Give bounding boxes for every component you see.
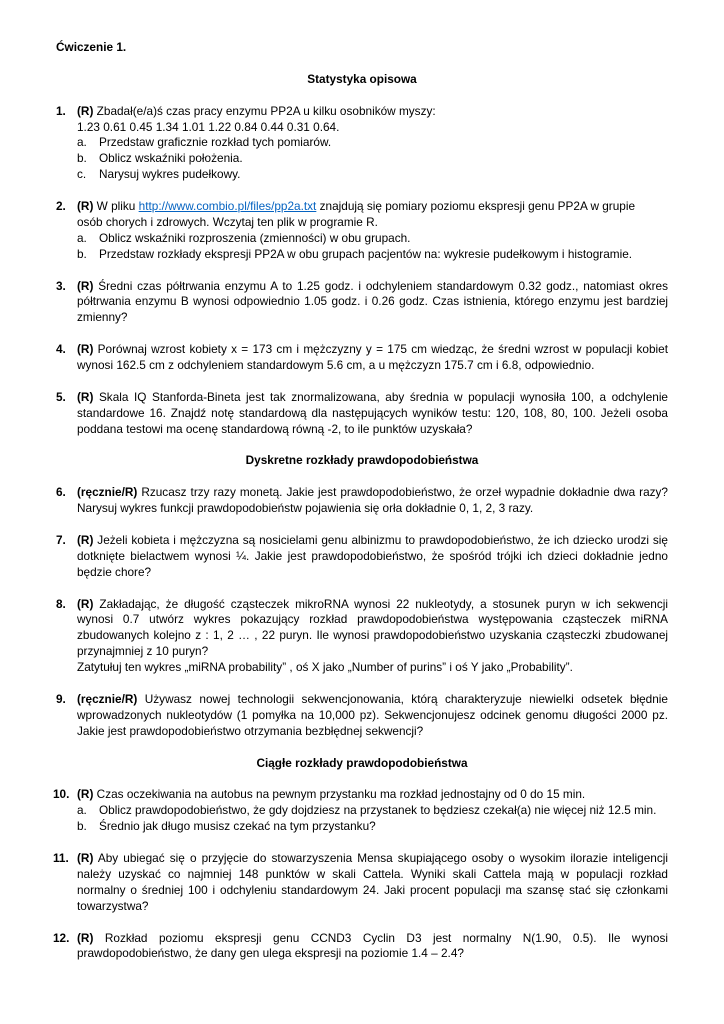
item-text: Średni czas półtrwania enzymu A to 1.25 godz. i odchyleniem standardowym 0.32 godz., natomiast okres <box>98 278 668 293</box>
item-number: 1. <box>56 103 66 118</box>
item-text-line: Narysuj wykres funkcji prawdopodobieństw pojawienia się orła dokładnie 0, 1, 2, 3 razy. <box>77 501 534 516</box>
item-text: znajdują się pomiary poziomu ekspresji genu PP2A w grupie <box>319 199 636 214</box>
item-text: Rozkład poziomu ekspresji genu CCND3 Cyclin D3 jest normalny N(1.90, 0.5). Ile wynosi <box>104 930 668 945</box>
method-tag: (R) <box>77 278 94 293</box>
item-text-line: Jakie jest prawdopodobieństwo otrzymania bezbłędnej sekwencji? <box>77 723 424 738</box>
item-text-line: półtrwania enzymu B wynosi odpowiednio 1.05 godz. i 0.26 godz. Czas istnienia, którego enzymu jest bardziej <box>77 294 668 309</box>
item-text-line: prawdopodobieństwo, że dany gen ulega ekspresji na poziomie 1.4 – 2.4? <box>77 946 464 961</box>
subitem-label: a. <box>77 230 87 245</box>
item-text: Aby ubiegać się o przyjęcie do stowarzyszenia Mensa skupiającego osoby o wysokim ilorazie inteligencji <box>97 851 668 865</box>
item-text-line <box>77 485 668 501</box>
subitem-label: a. <box>77 135 87 150</box>
subitem <box>77 231 668 247</box>
item-number: 6. <box>56 485 66 500</box>
exercise-item-10 <box>53 787 668 835</box>
item-number: 12. <box>53 930 70 945</box>
section-heading-continuous-distributions: Ciągłe rozkłady prawdopodobieństwa <box>256 755 468 770</box>
item-text-line: zbudowanych kolejno z : 1, 2 … , 22 puryn. Ile wynosi prawdopodobieństwo uzyskania cząsteczki zbudowanej <box>77 628 668 643</box>
item-text-line <box>77 390 668 406</box>
item-text-line: zmienny? <box>77 310 128 325</box>
subitem-label: a. <box>77 803 87 818</box>
method-tag: (R) <box>77 199 94 214</box>
subitem-text: Oblicz prawdopodobieństwo, że gdy dojdziesz na przystanek to będziesz czekał(a) nie więcej niż 12.5 min. <box>99 803 657 818</box>
item-text: Rzucasz trzy razy monetą. Jakie jest prawdopodobieństwo, że orzeł wypadnie dokładnie dwa razy? <box>141 485 668 500</box>
item-text-line <box>77 199 668 215</box>
item-text-line: będzie chore? <box>77 564 152 579</box>
item-number: 8. <box>56 596 66 611</box>
item-text-line <box>77 851 668 867</box>
method-tag: (R) <box>77 930 94 945</box>
item-number: 9. <box>56 691 66 706</box>
item-text-line <box>77 279 668 295</box>
item-text-line <box>77 104 668 120</box>
item-text-line: dotknięte bielactwem wynosi ¼. Jakie jest prawdopodobieństwo, że spośród trójki ich dzieci dokładnie jedno <box>77 548 668 563</box>
subitem <box>77 247 668 263</box>
subitem <box>77 819 668 835</box>
item-number: 2. <box>56 199 66 214</box>
item-text-line: wprowadzonych nukleotydów (1 pomyłka na 10,000 pz). Sekwencjonujesz odcinek genomu długości 2000 pz. <box>77 707 668 722</box>
method-tag: (R) <box>77 787 94 802</box>
item-number: 3. <box>56 278 66 293</box>
subitem <box>77 803 668 819</box>
subitem-text: Oblicz wskaźniki położenia. <box>99 151 243 166</box>
subitem-text: Przedstaw rozkłady ekspresji PP2A w obu grupach pacjentów na: wykresie pudełkowym i histogramie. <box>99 246 633 261</box>
item-text: Skala IQ Stanforda-Bineta jest tak znormalizowana, aby średnia w populacji wynosiła 100, a odchylenie <box>98 389 668 404</box>
item-number: 7. <box>56 532 66 547</box>
item-text-line: wynosi 162.5 cm z odchyleniem standardowym 5.6 cm, a u mężczyzn 175.7 cm i 6.8, odpowiednio. <box>77 358 595 373</box>
item-text-line <box>77 597 668 613</box>
subitem-text: Średnio jak długo musisz czekać na tym przystanku? <box>99 819 376 834</box>
subitem <box>77 167 668 183</box>
exercise-item-8 <box>56 597 668 677</box>
exercise-item-6 <box>56 485 668 517</box>
exercise-item-3 <box>56 279 668 327</box>
exercise-item-4 <box>56 342 668 374</box>
method-tag: (ręcznie/R) <box>77 691 138 706</box>
item-text-line: towarzystwa? <box>77 898 149 913</box>
method-tag: (R) <box>77 851 94 865</box>
item-text-line <box>77 931 668 947</box>
method-tag: (R) <box>77 596 94 611</box>
item-text-line: normalny o średniej 100 i odchyleniu standardowym 24. Jaki procent populacji ma szansę stać się członkami <box>77 882 668 897</box>
item-text: Czas oczekiwania na autobus na pewnym przystanku ma rozkład jednostajny od 0 do 15 min. <box>96 787 586 802</box>
exercise-item-5 <box>56 390 668 438</box>
item-number: 10. <box>53 787 70 802</box>
item-text: Używasz nowej technologii sekwencjonowania, którą charakteryzuje niewielki odsetek błędnie <box>144 691 668 706</box>
subitem-label: b. <box>77 246 87 261</box>
subitem <box>77 151 668 167</box>
section-heading-discrete-distributions: Dyskretne rozkłady prawdopodobieństwa <box>245 453 479 468</box>
item-text: Zbadał(e/a)ś czas pracy enzymu PP2A u kilku osobników myszy: <box>96 103 436 118</box>
item-text-line: przynajmniej z 10 puryn? <box>77 644 209 659</box>
data-file-link[interactable]: http://www.combio.pl/files/pp2a.txt <box>138 199 317 214</box>
method-tag: (R) <box>77 389 94 404</box>
item-text-line: należy uzyskać co najmniej 148 punktów w skali Cattela. Wyniki skali Cattela mają w populacji rozkład <box>77 866 668 881</box>
exercise-item-11 <box>53 851 668 915</box>
item-text: Zakładając, że długość cząsteczek mikroRNA wynosi 22 nukleotydy, a stosunek puryn w ich sekwencji <box>99 596 668 611</box>
subitem-text: Oblicz wskaźniki rozproszenia (zmienności) w obu grupach. <box>99 230 411 245</box>
item-text-line: 1.23 0.61 0.45 1.34 1.01 1.22 0.84 0.44 0.31 0.64. <box>77 119 340 134</box>
item-note-line: Zatytułuj ten wykres „miRNA probability” , oś X jako „Number of purins” i oś Y jako „Probability”. <box>77 660 573 675</box>
item-text-line: wynosi 0.7 utwórz wykres pokazujący rozkład prawdopodobieństwa występowania cząsteczek miRNA <box>77 612 668 627</box>
method-tag: (R) <box>77 342 94 357</box>
exercise-item-1 <box>56 104 668 184</box>
subitem <box>77 135 668 151</box>
item-text-line <box>77 787 668 803</box>
item-number: 4. <box>56 342 66 357</box>
exercise-item-7 <box>56 533 668 581</box>
item-text: Jeżeli kobieta i mężczyzna są nosicielami genu albinizmu to prawdopodobieństwo, że ich dziecko urodzi się <box>97 532 668 547</box>
method-tag: (R) <box>77 532 94 547</box>
item-text-line <box>77 342 668 358</box>
exercise-item-2 <box>56 199 668 263</box>
subitem-label: c. <box>77 167 87 182</box>
item-text-line: standardowe 16. Znajdź notę standardową dla następujących wyników testu: 120, 108, 80, 100. Jeżeli osoba <box>77 405 668 420</box>
item-text-line <box>77 692 668 708</box>
method-tag: (R) <box>77 103 94 118</box>
item-number: 11. <box>53 851 69 865</box>
subitem-text: Przedstaw graficznie rozkład tych pomiarów. <box>99 135 332 150</box>
exercise-item-12 <box>53 930 668 963</box>
item-text-line <box>77 533 668 549</box>
item-text: W pliku <box>96 199 136 214</box>
item-text: Porównaj wzrost kobiety x = 173 cm i mężczyzny y = 175 cm wiedząc, że średni wzrost w populacji kobiet <box>97 342 668 357</box>
subitem-label: b. <box>77 151 87 166</box>
item-text-line: osób chorych i zdrowych. Wczytaj ten plik w programie R. <box>77 214 378 229</box>
item-text-line: poddana testowi ma ocenę standardową równą -2, to ile punktów uzyskała? <box>77 421 473 436</box>
subitem-text: Narysuj wykres pudełkowy. <box>99 167 241 182</box>
method-tag: (ręcznie/R) <box>77 485 138 500</box>
exercise-title: Ćwiczenie 1. <box>56 40 127 54</box>
exercise-item-9 <box>56 692 668 740</box>
section-heading-descriptive-statistics: Statystyka opisowa <box>307 71 417 86</box>
subitem-label: b. <box>77 819 87 834</box>
item-number: 5. <box>56 389 66 404</box>
